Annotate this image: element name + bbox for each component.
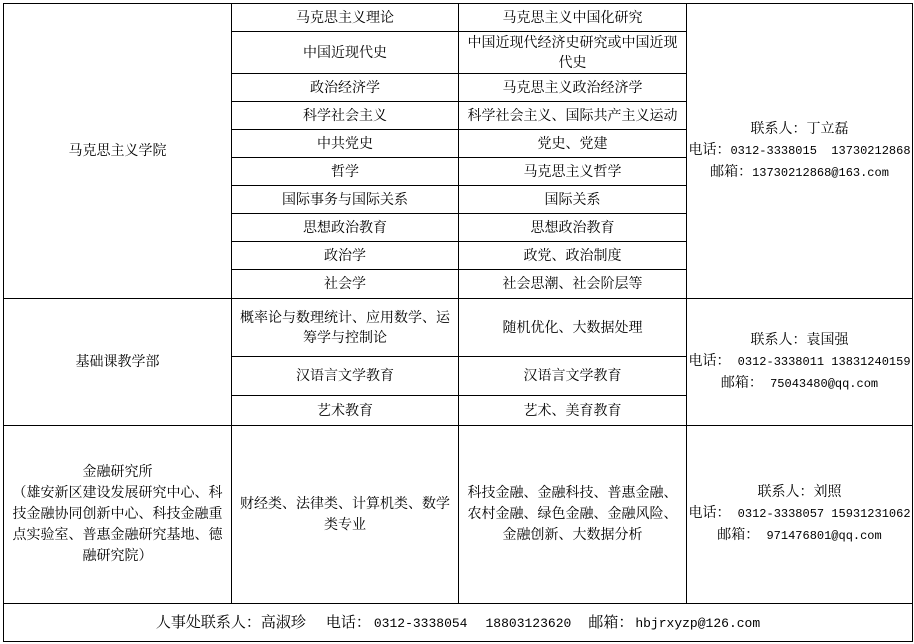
contact-person: 联系人：刘照: [757, 484, 842, 500]
direction-cell: 马克思主义政治经济学: [459, 74, 687, 102]
department-name: 金融研究所: [82, 464, 153, 480]
discipline-cell: 汉语言文学教育: [232, 357, 459, 396]
contact-email-line: [687, 162, 912, 184]
direction-cell: 中国近现代经济史研究或中国近现代史: [459, 32, 687, 74]
department-name: 基础课教学部: [75, 354, 160, 370]
contact-cell: [687, 426, 913, 604]
phone-label: 电话：: [688, 352, 731, 369]
discipline-cell: 马克思主义理论: [232, 4, 459, 32]
direction-cell: 社会思潮、社会阶层等: [459, 270, 687, 299]
discipline-cell: 艺术教育: [232, 396, 459, 426]
footer-row: [4, 604, 913, 642]
contact-phone-line: [687, 503, 912, 525]
direction-cell: 思想政治教育: [459, 214, 687, 242]
phone-number: 0312-3338057 15931231062: [730, 507, 911, 521]
contact-email-line: [687, 525, 912, 547]
hr-email-label: 邮箱：: [588, 612, 634, 631]
discipline-cell: 政治学: [232, 242, 459, 270]
department-cell: [4, 426, 232, 604]
hr-mobile-phone: 18803123620: [485, 615, 572, 631]
discipline-cell: 科学社会主义: [232, 102, 459, 130]
direction-cell: 国际关系: [459, 186, 687, 214]
recruitment-table: [3, 3, 913, 642]
direction-cell: 党史、党建: [459, 130, 687, 158]
email-address: 75043480@qq.com: [762, 376, 879, 391]
table-row: [4, 299, 913, 357]
contact-phone-line: [687, 351, 912, 373]
hr-phone-label: 电话：: [325, 612, 371, 631]
email-label: 邮箱：: [720, 374, 763, 391]
email-label: 邮箱：: [717, 527, 760, 543]
phone-label: 电话：: [688, 505, 731, 521]
email-label: 邮箱：: [710, 163, 753, 180]
discipline-cell: 国际事务与国际关系: [232, 186, 459, 214]
discipline-cell: 政治经济学: [232, 74, 459, 102]
table-row: [4, 4, 913, 32]
email-address: 13730212868@163.com: [752, 165, 889, 180]
direction-cell: 艺术、美育教育: [459, 396, 687, 426]
discipline-cell: 中国近现代史: [232, 32, 459, 74]
contact-email-line: [687, 373, 912, 395]
hr-email: hbjrxyzp@126.com: [635, 615, 761, 631]
discipline-cell: 中共党史: [232, 130, 459, 158]
direction-cell: 科技金融、金融科技、普惠金融、农村金融、绿色金融、金融风险、金融创新、大数据分析: [459, 426, 687, 604]
phone-label: 电话：: [688, 141, 731, 158]
discipline-cell: 概率论与数理统计、应用数学、运筹学与控制论: [232, 299, 459, 357]
discipline-cell: 思想政治教育: [232, 214, 459, 242]
direction-cell: 科学社会主义、国际共产主义运动: [459, 102, 687, 130]
footer-cell: [4, 604, 913, 642]
contact-cell: [687, 4, 913, 299]
discipline-cell: 哲学: [232, 158, 459, 186]
recruitment-table-container: [3, 3, 913, 642]
table-row: [4, 426, 913, 604]
phone-number: 0312-3338011 13831240159: [730, 354, 911, 369]
direction-cell: 马克思主义中国化研究: [459, 4, 687, 32]
discipline-cell: 社会学: [232, 270, 459, 299]
contact-person: 联系人：袁国强: [750, 331, 849, 348]
direction-cell: 汉语言文学教育: [459, 357, 687, 396]
email-address: 971476801@qq.com: [759, 529, 882, 543]
department-cell: [4, 299, 232, 426]
direction-cell: 马克思主义哲学: [459, 158, 687, 186]
discipline-cell: 财经类、法律类、计算机类、数学类专业: [232, 426, 459, 604]
hr-contact-person: 人事处联系人：高淑珍: [155, 612, 306, 631]
direction-cell: 随机优化、大数据处理: [459, 299, 687, 357]
contact-cell: [687, 299, 913, 426]
phone-number: 0312-3338015 13730212868: [730, 143, 911, 158]
hr-office-phone: 0312-3338054: [373, 615, 468, 631]
department-name: 马克思主义学院: [68, 143, 167, 159]
contact-person: 联系人：丁立磊: [750, 120, 849, 137]
contact-phone-line: [687, 140, 912, 162]
department-note: （雄安新区建设发展研究中心、科技金融协同创新中心、科技金融重点实验室、普惠金融研究基地、德融研究院）: [12, 485, 223, 564]
department-cell: [4, 4, 232, 299]
direction-cell: 政党、政治制度: [459, 242, 687, 270]
